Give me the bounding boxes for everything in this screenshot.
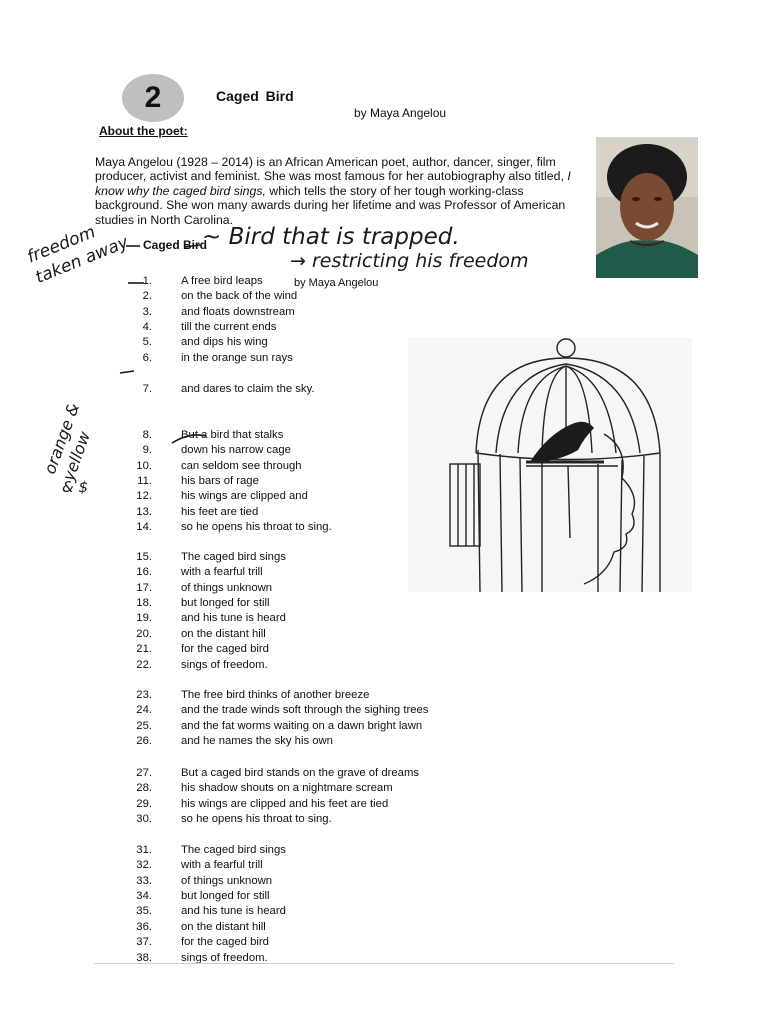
line-text: The free bird thinks of another breeze <box>181 689 370 701</box>
line-text: on the distant hill <box>181 920 266 933</box>
poem-line <box>100 520 332 534</box>
line-number: 24. <box>136 704 152 717</box>
poem-lines <box>100 0 429 1024</box>
line-text: his wings are clipped and his feet are tied <box>181 797 389 810</box>
poem-title: Caged Bird <box>143 238 208 252</box>
line-number: 15. <box>136 551 152 563</box>
line-text: for the caged bird <box>181 643 269 656</box>
line-text: so he opens his throat to sing. <box>181 521 332 534</box>
line-number: 6. <box>142 351 152 364</box>
poem-line <box>100 565 263 579</box>
line-text: A free bird leaps <box>181 275 263 287</box>
line-text: down his narrow cage <box>181 444 291 457</box>
line-text: till the current ends <box>181 321 277 334</box>
page-bottom-divider <box>94 963 674 964</box>
poem-author: by Maya Angelou <box>294 277 379 289</box>
line-number: 27. <box>136 767 152 779</box>
line-number: 28. <box>136 782 152 795</box>
annotation-bird-trapped: ~ Bird that is trapped. <box>202 224 460 250</box>
poem-line <box>100 781 393 795</box>
poem-line <box>100 920 266 934</box>
line-number: 14. <box>136 521 152 534</box>
line-number: 36. <box>136 920 152 933</box>
poem-line <box>100 581 272 595</box>
poem-line <box>100 904 286 918</box>
poem-line <box>100 719 422 733</box>
line-number: 26. <box>136 735 152 747</box>
line-text: with a fearful trill <box>181 566 263 579</box>
bio-text-part2: which tells the story of her tough working-class background. She won many awards during her lifetime and was Professor of American studies in North Carolina. <box>95 183 566 227</box>
poem-line <box>100 443 291 457</box>
poem-line <box>100 874 272 888</box>
poem-line <box>100 734 333 748</box>
line-text: his shadow shouts on a nightmare scream <box>181 782 393 795</box>
line-number: 29. <box>136 797 152 810</box>
poem-line <box>100 596 270 610</box>
line-number: 5. <box>142 336 152 349</box>
poem-line <box>100 766 419 780</box>
line-text: on the distant hill <box>181 627 266 640</box>
line-text: his bars of rage <box>181 475 259 488</box>
line-text: and the trade winds soft through the sighing trees <box>181 704 429 717</box>
line-number: 23. <box>136 689 152 701</box>
line-text: his feet are tied <box>181 505 259 518</box>
section-number: 2 <box>144 81 162 114</box>
poem-line <box>100 688 369 702</box>
poem-line <box>100 658 268 672</box>
line-text: sings of freedom. <box>181 951 268 964</box>
line-number: 12. <box>136 490 152 503</box>
poem-line <box>100 305 295 319</box>
line-text: on the back of the wind <box>181 290 298 303</box>
poem-line <box>100 335 268 349</box>
annotation-symbol: & $ <box>62 478 89 496</box>
annotation-restricting-freedom: → restricting his freedom <box>290 250 529 272</box>
line-text: and he names the sky his own <box>181 735 333 747</box>
line-text: But a bird that stalks <box>181 429 284 441</box>
line-text: and floats downstream <box>181 305 295 318</box>
line-number: 19. <box>136 612 152 625</box>
poem-line <box>100 703 428 717</box>
poem-line <box>100 889 270 903</box>
line-text: in the orange sun rays <box>181 351 293 364</box>
line-number: 32. <box>136 859 152 872</box>
line-text: for the caged bird <box>181 936 269 949</box>
poem-line <box>100 843 286 857</box>
line-text: The caged bird sings <box>181 551 286 563</box>
line-text: and the fat worms waiting on a dawn bright lawn <box>181 719 423 732</box>
line-number: 30. <box>136 813 152 825</box>
caged-bird-illustration <box>408 338 692 592</box>
line-number: 16. <box>136 566 152 579</box>
line-text: but longed for still <box>181 597 270 609</box>
line-text: But a caged bird stands on the grave of dreams <box>181 767 420 779</box>
line-number: 38. <box>136 951 152 964</box>
line-number: 34. <box>136 890 152 902</box>
line-text: The caged bird sings <box>181 844 286 856</box>
annotation-orange-yellow: orange & yellow <box>40 400 95 484</box>
bio-text-part1: Maya Angelou (1928 – 2014) is an African American poet, author, dancer, singer, film producer, activist and feminist. She was most famous for her autobiography also titled, <box>95 155 568 184</box>
line-number: 20. <box>136 627 152 640</box>
line-text: so he opens his throat to sing. <box>181 813 332 825</box>
bio-book-title: I know why the caged bird sings, <box>95 169 571 198</box>
line-text: and dips his wing <box>181 336 268 349</box>
line-number: 18. <box>136 597 152 609</box>
line-text: of things unknown <box>181 581 273 594</box>
line-text: sings of freedom. <box>181 658 268 671</box>
poem-line <box>100 935 269 949</box>
line-text: can seldom see through <box>181 459 302 472</box>
about-heading: About the poet: <box>99 124 188 138</box>
line-number: 4. <box>142 321 152 334</box>
poem-line <box>100 611 286 625</box>
line-number: 33. <box>136 874 152 887</box>
poem-line <box>100 428 283 442</box>
poem-line <box>100 797 388 811</box>
line-number: 11. <box>137 475 152 488</box>
line-text: with a fearful trill <box>181 859 263 872</box>
poem-line <box>100 642 269 656</box>
line-number: 25. <box>136 719 152 732</box>
poem-line <box>100 351 293 365</box>
page-author: by Maya Angelou <box>354 106 447 120</box>
poem-line <box>100 627 266 641</box>
annotation-freedom-taken: freedom taken away <box>24 222 132 288</box>
line-number: 31. <box>136 844 152 856</box>
poem-line <box>100 289 297 303</box>
line-number: 9. <box>142 444 152 457</box>
line-number: 13. <box>136 505 152 518</box>
poem-line <box>100 459 302 473</box>
line-number: 8. <box>142 429 152 441</box>
poem-line <box>100 489 308 503</box>
line-number: 17. <box>136 581 152 594</box>
line-number: 21. <box>136 643 152 656</box>
poet-portrait-image <box>596 137 698 278</box>
poem-line <box>100 505 258 519</box>
line-number: 2. <box>142 290 152 303</box>
line-text: and his tune is heard <box>181 905 286 918</box>
poem-line <box>100 320 276 334</box>
poem-line <box>100 550 286 564</box>
line-text: and his tune is heard <box>181 612 286 625</box>
line-number: 10. <box>136 459 152 472</box>
poem-line <box>100 812 332 826</box>
line-text: but longed for still <box>181 890 270 902</box>
line-number: 7. <box>142 383 152 395</box>
line-text: his wings are clipped and <box>181 490 308 503</box>
poem-line <box>100 858 263 872</box>
poem-line <box>100 382 315 396</box>
poem-line <box>100 474 259 488</box>
line-number: 3. <box>142 305 152 318</box>
line-number: 1. <box>142 275 152 287</box>
page-title: Caged Bird <box>216 88 294 104</box>
line-number: 37. <box>136 936 152 949</box>
line-number: 22. <box>136 658 152 671</box>
line-number: 35. <box>136 905 152 918</box>
poem-line <box>100 274 263 288</box>
line-text: and dares to claim the sky. <box>181 383 315 395</box>
line-text: of things unknown <box>181 874 273 887</box>
